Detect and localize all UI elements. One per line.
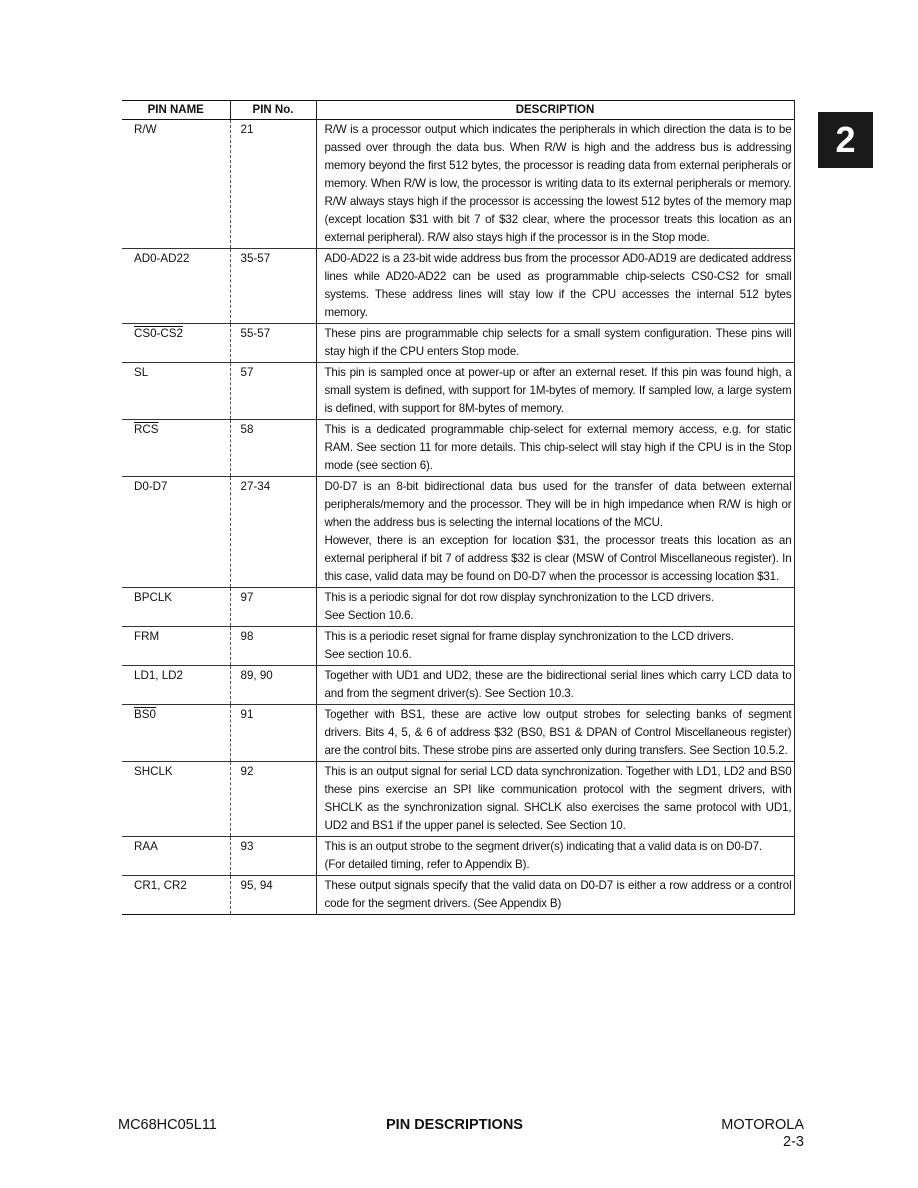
section-tab: 2: [818, 112, 873, 168]
pin-number-cell: 57: [230, 363, 316, 420]
pin-number-cell: 97: [230, 588, 316, 627]
description-paragraph: D0-D7 is an 8-bit bidirectional data bus used for the transfer of data between external peripherals/memory and the processor. They will be in high impedance when R/W is high or when the address bus is selecting the internal locations of the MCU.: [324, 480, 792, 529]
pin-number-cell: 27-34: [230, 477, 316, 588]
table-row: [122, 249, 794, 324]
pin-number-cell: 89, 90: [230, 666, 316, 705]
pin-description-cell: [316, 120, 794, 249]
pin-description-cell: [316, 876, 794, 915]
table-row: [122, 588, 794, 627]
description-paragraph: R/W is a processor output which indicates the peripherals in which direction the data is to be passed over through the data bus. When R/W is high and the address bus is addressing memory beyond the first 512 bytes, the processor is reading data from external peripherals or memory. When R/W is low, the processor is writing data to its external peripherals or memory. R/W always stays high if the processor is accessing the lowest 512 bytes of the memory map (except location $31 with bit 7 of $32 clear, where the processor treats this location as an external peripheral). R/W also stays high if the processor is in the Stop mode.: [324, 123, 792, 244]
table-row: [122, 666, 794, 705]
pin-number-cell: 35-57: [230, 249, 316, 324]
pin-description-cell: [316, 363, 794, 420]
description-paragraph: Together with UD1 and UD2, these are the bidirectional serial lines which carry LCD data to and from the segment driver(s). See Section 10.3.: [324, 669, 792, 700]
pin-number-cell: 93: [230, 837, 316, 876]
pin-name-cell: BPCLK: [122, 588, 230, 627]
description-paragraph: This is an output signal for serial LCD data synchronization. Together with LD1, LD2 and BS0 these pins exercise an SPI like communication protocol with the segment drivers, with SHCLK as the synchronization signal. SHCLK also exercises the same protocol with UD1, UD2 and BS1 if the upper panel is selected. See Section 10.: [324, 765, 792, 832]
description-paragraph: See Section 10.6.: [324, 609, 414, 622]
pin-description-cell: [316, 249, 794, 324]
pin-name-cell: D0-D7: [122, 477, 230, 588]
pin-description-cell: [316, 837, 794, 876]
pin-number-cell: 55-57: [230, 324, 316, 363]
description-paragraph: This is an output strobe to the segment driver(s) indicating that a valid data is on D0-D7.: [324, 840, 762, 853]
header-pin-no: PIN No.: [230, 101, 316, 120]
pin-name-cell: CS0-CS2: [122, 324, 230, 363]
pin-name-cell: $\overline{RCS}$: [122, 420, 230, 477]
pin-number-cell: 92: [230, 762, 316, 837]
pin-description-cell: [316, 705, 794, 762]
pin-name-cell: RAA: [122, 837, 230, 876]
description-paragraph: These output signals specify that the valid data on D0-D7 is either a row address or a control code for the segment drivers. (See Appendix B): [324, 879, 792, 910]
table-row: [122, 477, 794, 588]
pin-description-cell: [316, 588, 794, 627]
description-paragraph: These pins are programmable chip selects for a small system configuration. These pins will stay high if the CPU enters Stop mode.: [324, 327, 792, 358]
pin-description-cell: [316, 627, 794, 666]
table-row: [122, 627, 794, 666]
pin-number-cell: 95, 94: [230, 876, 316, 915]
table-header-row: [122, 101, 794, 120]
description-paragraph: (For detailed timing, refer to Appendix B).: [324, 858, 530, 871]
pin-description-cell: [316, 324, 794, 363]
header-description: DESCRIPTION: [316, 101, 794, 120]
footer-company-page: [712, 1117, 804, 1151]
pin-name-cell: CR1, CR2: [122, 876, 230, 915]
table-row: [122, 324, 794, 363]
footer-section-title: PIN DESCRIPTIONS: [386, 1117, 523, 1133]
footer-company: MOTOROLA: [721, 1117, 804, 1133]
pin-name-cell: SL: [122, 363, 230, 420]
description-paragraph: AD0-AD22 is a 23-bit wide address bus from the processor AD0-AD19 are dedicated address lines while AD20-AD22 can be used as programmable chip-selects CS0-CS2 for small systems. These address lines will stay low if the CPU accesses the internal 512 bytes memory.: [324, 252, 792, 319]
table-row: [122, 120, 794, 249]
pin-description-table: [122, 100, 795, 915]
pin-description-cell: [316, 477, 794, 588]
table-row: [122, 762, 794, 837]
description-paragraph: However, there is an exception for location $31, the processor treats this location as an external peripheral if bit 7 of address $32 is clear (MSW of Control Miscellaneous register). In this case, valid data may be found on D0-D7 when the processor is accessing location $31.: [324, 534, 792, 583]
pin-name-cell: FRM: [122, 627, 230, 666]
description-paragraph: See section 10.6.: [324, 648, 412, 661]
description-paragraph: This is a dedicated programmable chip-select for external memory access, e.g. for static RAM. See section 11 for more details. This chip-select will stay high if the CPU is in the Stop mode (see section 6).: [324, 423, 792, 472]
pin-number-cell: 98: [230, 627, 316, 666]
pin-name-cell: LD1, LD2: [122, 666, 230, 705]
footer-part-number: MC68HC05L11: [118, 1117, 217, 1133]
pin-name-cell: AD0-AD22: [122, 249, 230, 324]
table-row: [122, 363, 794, 420]
description-paragraph: This is a periodic signal for dot row display synchronization to the LCD drivers.: [324, 591, 714, 604]
header-pin-name: PIN NAME: [122, 101, 230, 120]
description-paragraph: This is a periodic reset signal for frame display synchronization to the LCD drivers.: [324, 630, 734, 643]
pin-description-cell: [316, 666, 794, 705]
table-row: [122, 705, 794, 762]
table-row: [122, 876, 794, 915]
table-row: [122, 420, 794, 477]
description-paragraph: This pin is sampled once at power-up or after an external reset. If this pin was found high, a small system is defined, with support for 1M-bytes of memory. If sampled low, a large system is defined, with support for 8M-bytes of memory.: [324, 366, 792, 415]
pin-name-cell: SHCLK: [122, 762, 230, 837]
pin-name-cell: BS0: [122, 705, 230, 762]
pin-number-cell: 91: [230, 705, 316, 762]
footer-page-number: 2-3: [783, 1134, 804, 1150]
description-paragraph: Together with BS1, these are active low output strobes for selecting banks of segment drivers. Bits 4, 5, & 6 of address $32 (BS0, BS1 & DPAN of Control Miscellaneous register) are the control bits. These strobe pins are asserted only during transfers. See Section 10.5.2.: [324, 708, 792, 757]
table-row: [122, 837, 794, 876]
pin-description-cell: [316, 762, 794, 837]
pin-name-cell: R/W: [122, 120, 230, 249]
pin-description-cell: [316, 420, 794, 477]
pin-number-cell: 21: [230, 120, 316, 249]
pin-number-cell: 58: [230, 420, 316, 477]
